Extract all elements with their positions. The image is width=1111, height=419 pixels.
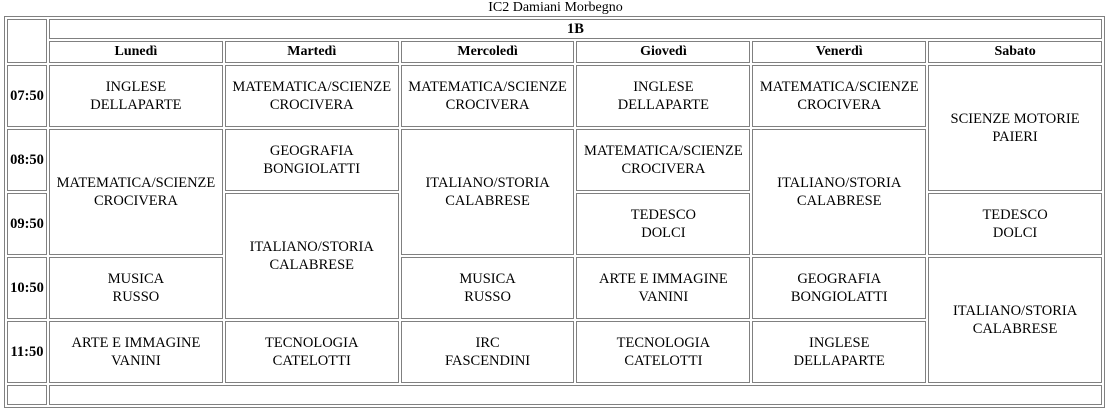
lesson-cell xyxy=(401,321,575,383)
lesson-teacher: DELLAPARTE xyxy=(793,353,885,369)
lesson-subject: MATEMATICA/SCIENZE xyxy=(408,79,567,95)
lesson-subject: TECNOLOGIA xyxy=(265,335,359,351)
lesson-teacher: CALABRESE xyxy=(269,257,355,273)
day-header-thursday: Giovedì xyxy=(576,41,750,63)
day-header-wednesday: Mercoledì xyxy=(401,41,575,63)
lesson-cell xyxy=(225,193,399,319)
lesson-teacher: CROCIVERA xyxy=(621,161,706,177)
lesson-teacher: CROCIVERA xyxy=(269,97,354,113)
lesson-teacher: CROCIVERA xyxy=(797,97,882,113)
lesson-subject: TEDESCO xyxy=(630,207,697,223)
lesson-teacher: DELLAPARTE xyxy=(617,97,710,113)
lesson-subject: MATEMATICA/SCIENZE xyxy=(56,175,216,191)
lesson-teacher: DOLCI xyxy=(641,225,686,241)
lesson-cell xyxy=(752,65,926,127)
lesson-subject: INGLESE xyxy=(633,79,694,95)
lesson-subject: INGLESE xyxy=(105,79,167,95)
lesson-subject: MATEMATICA/SCIENZE xyxy=(584,143,743,159)
lesson-teacher: CALABRESE xyxy=(445,193,530,209)
day-header-friday: Venerdì xyxy=(752,41,926,63)
day-header-monday: Lunedì xyxy=(49,41,223,63)
lesson-teacher: RUSSO xyxy=(112,289,160,305)
slot-row-0750 xyxy=(7,65,1102,127)
lesson-teacher: DELLAPARTE xyxy=(90,97,182,113)
lesson-cell xyxy=(401,257,575,319)
lesson-teacher: CROCIVERA xyxy=(94,193,178,209)
lesson-cell xyxy=(752,129,926,255)
class-name: 1B xyxy=(49,19,1102,39)
lesson-teacher: VANINI xyxy=(638,289,689,305)
lesson-cell xyxy=(401,129,575,255)
slot-row-1050 xyxy=(7,257,1102,319)
lesson-cell xyxy=(576,129,750,191)
lesson-subject: GEOGRAFIA xyxy=(269,143,354,159)
lesson-cell xyxy=(225,129,399,191)
lesson-cell xyxy=(576,65,750,127)
lesson-subject: SCIENZE MOTORIE xyxy=(950,111,1080,127)
lesson-subject: MUSICA xyxy=(107,271,165,287)
lesson-subject: ITALIANO/STORIA xyxy=(777,175,902,191)
lesson-cell xyxy=(576,193,750,255)
lesson-subject: ITALIANO/STORIA xyxy=(249,239,374,255)
lesson-subject: ARTE E IMMAGINE xyxy=(71,335,201,351)
lesson-cell xyxy=(401,65,575,127)
day-header-saturday: Sabato xyxy=(928,41,1102,63)
lesson-teacher: RUSSO xyxy=(464,289,511,305)
time-label: 07:50 xyxy=(7,65,47,127)
time-label: 09:50 xyxy=(7,193,47,255)
lesson-cell xyxy=(225,65,399,127)
time-label: 10:50 xyxy=(7,257,47,319)
lesson-cell xyxy=(49,321,223,383)
days-header-row xyxy=(7,41,1102,63)
footer-cell xyxy=(49,385,1102,405)
lesson-subject: MATEMATICA/SCIENZE xyxy=(232,79,392,95)
lesson-subject: MUSICA xyxy=(459,271,516,287)
lesson-subject: IRC xyxy=(475,335,500,351)
lesson-cell xyxy=(576,321,750,383)
lesson-teacher: FASCENDINI xyxy=(445,353,531,369)
lesson-subject: ARTE E IMMAGINE xyxy=(598,271,728,287)
lesson-teacher: DOLCI xyxy=(992,225,1038,241)
lesson-cell xyxy=(576,257,750,319)
footer-row xyxy=(7,385,1102,405)
lesson-cell xyxy=(752,257,926,319)
lesson-teacher: VANINI xyxy=(111,353,161,369)
footer-corner-cell xyxy=(7,385,47,405)
lesson-subject: ITALIANO/STORIA xyxy=(952,303,1078,319)
lesson-teacher: CALABRESE xyxy=(972,321,1058,337)
time-label: 08:50 xyxy=(7,129,47,191)
lesson-cell xyxy=(49,129,223,255)
lesson-subject: INGLESE xyxy=(809,335,870,351)
lesson-cell xyxy=(928,193,1102,255)
lesson-teacher: CATELOTTI xyxy=(624,353,703,369)
time-label: 11:50 xyxy=(7,321,47,383)
corner-cell xyxy=(7,19,47,63)
timetable xyxy=(4,16,1105,408)
lesson-cell xyxy=(49,257,223,319)
lesson-subject: GEOGRAFIA xyxy=(797,271,882,287)
lesson-teacher: CALABRESE xyxy=(796,193,882,209)
lesson-teacher: CROCIVERA xyxy=(445,97,530,113)
lesson-cell xyxy=(752,321,926,383)
lesson-cell xyxy=(928,65,1102,191)
lesson-teacher: PAIERI xyxy=(992,129,1038,145)
day-header-tuesday: Martedì xyxy=(225,41,399,63)
school-title: IC2 Damiani Morbegno xyxy=(488,0,623,15)
lesson-subject: TEDESCO xyxy=(982,207,1048,223)
lesson-subject: ITALIANO/STORIA xyxy=(425,175,550,191)
lesson-teacher: CATELOTTI xyxy=(272,353,351,369)
lesson-subject: TECNOLOGIA xyxy=(616,335,711,351)
lesson-cell xyxy=(225,321,399,383)
lesson-subject: MATEMATICA/SCIENZE xyxy=(759,79,919,95)
lesson-cell xyxy=(928,257,1102,383)
lesson-cell xyxy=(49,65,223,127)
lesson-teacher: BONGIOLATTI xyxy=(790,289,888,305)
lesson-teacher: BONGIOLATTI xyxy=(263,161,361,177)
class-header-row xyxy=(7,19,1102,39)
